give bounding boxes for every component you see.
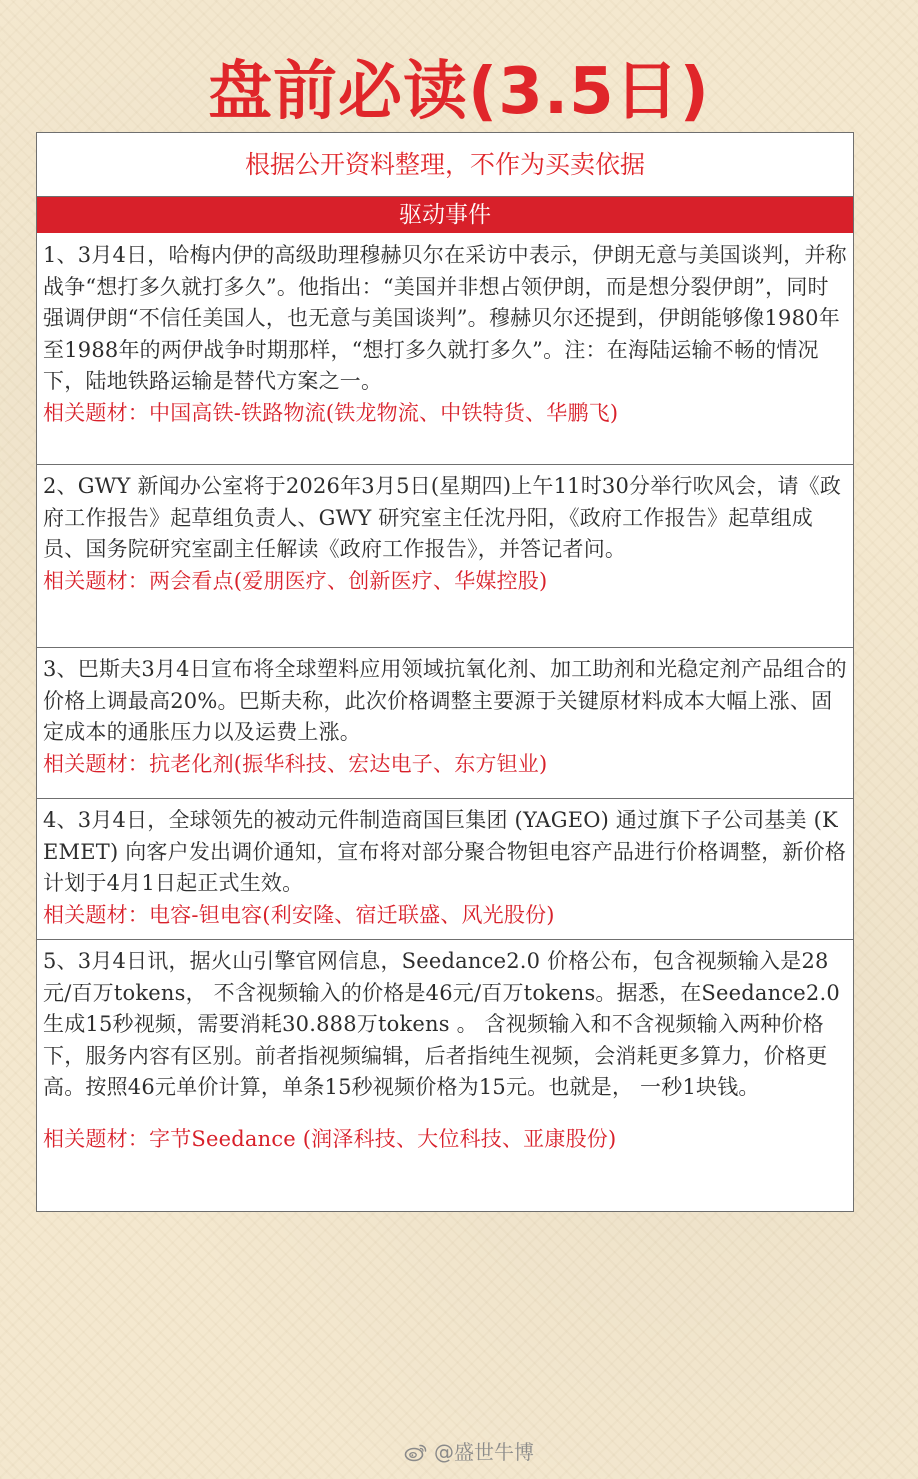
news-item-topic: 相关题材：字节Seedance (润泽科技、大位科技、亚康股份) xyxy=(43,1126,617,1151)
watermark-text: @盛世牛博 xyxy=(434,1440,534,1464)
news-item-text: 2、GWY 新闻办公室将于2026年3月5日(星期四)上午11时30分举行吹风会，请《政府工作报告》起草组负责人、GWY 研究室主任沈丹阳，《政府工作报告》起草组成员、国务院研究室副主任解读《政府工作报告》，并答记者问。 xyxy=(43,474,842,561)
section-header-drive-events: 驱动事件 xyxy=(37,197,853,233)
news-item-text: 1、3月4日，哈梅内伊的高级助理穆赫贝尔在采访中表示，伊朗无意与美国谈判，并称战争“想打多久就打多久”。他指出：“美国并非想占领伊朗，而是想分裂伊朗”，同时强调伊朗“不信任美国人，也无意与美国谈判”。穆赫贝尔还提到，伊朗能够像1980年至1988年的两伊战争时期那样，“想打多久就打多久”。注：在海陆运输不畅的情况下，陆地铁路运输是替代方案之一。 xyxy=(43,243,847,393)
news-item-3 xyxy=(37,648,853,799)
news-item-text: 3、巴斯夫3月4日宣布将全球塑料应用领域抗氧化剂、加工助剂和光稳定剂产品组合的价格上调最高20%。巴斯夫称，此次价格调整主要源于关键原材料成本大幅上涨、固定成本的通胀压力以及运费上涨。 xyxy=(43,657,847,744)
news-item-text: 4、3月4日，全球领先的被动元件制造商国巨集团 (YAGEO) 通过旗下子公司基美 (KEMET) 向客户发出调价通知，宣布将对部分聚合物钽电容产品进行价格调整，新价格计划于4月1日起正式生效。 xyxy=(43,808,847,895)
news-item-5 xyxy=(37,940,853,1212)
weibo-icon xyxy=(404,1442,428,1462)
news-item-4 xyxy=(37,799,853,940)
author-watermark xyxy=(0,1436,918,1468)
news-item-topic: 相关题材：抗老化剂(振华科技、宏达电子、东方钽业) xyxy=(43,751,548,776)
disclaimer-subtitle: 根据公开资料整理，不作为买卖依据 xyxy=(37,133,853,197)
news-item-2 xyxy=(37,465,853,648)
news-item-topic: 相关题材：两会看点(爱朋医疗、创新医疗、华媒控股) xyxy=(43,568,548,593)
news-item-topic: 相关题材：电容-钽电容(利安隆、宿迁联盛、风光股份) xyxy=(43,902,555,927)
news-item-topic: 相关题材：中国高铁-铁路物流(铁龙物流、中铁特货、华鹏飞) xyxy=(43,400,619,425)
content-panel xyxy=(36,132,854,1212)
news-item-text: 5、3月4日讯，据火山引擎官网信息，Seedance2.0 价格公布，包含视频输入是28元/百万tokens， 不含视频输入的价格是46元/百万tokens。据悉，在Seedance2.0 生成15秒视频，需要消耗30.888万tokens 。 含视频输入和不含视频输入两种价格下，服务内容有区别。前者指视频编辑，后者指纯生视频，会消耗更多算力，价格更高。按照46元单价计算，单条15秒视频价格为15元。也就是， 一秒1块钱。 xyxy=(43,949,840,1099)
news-item-1 xyxy=(37,234,853,465)
page-title: 盘前必读(3.5日) xyxy=(208,55,710,129)
